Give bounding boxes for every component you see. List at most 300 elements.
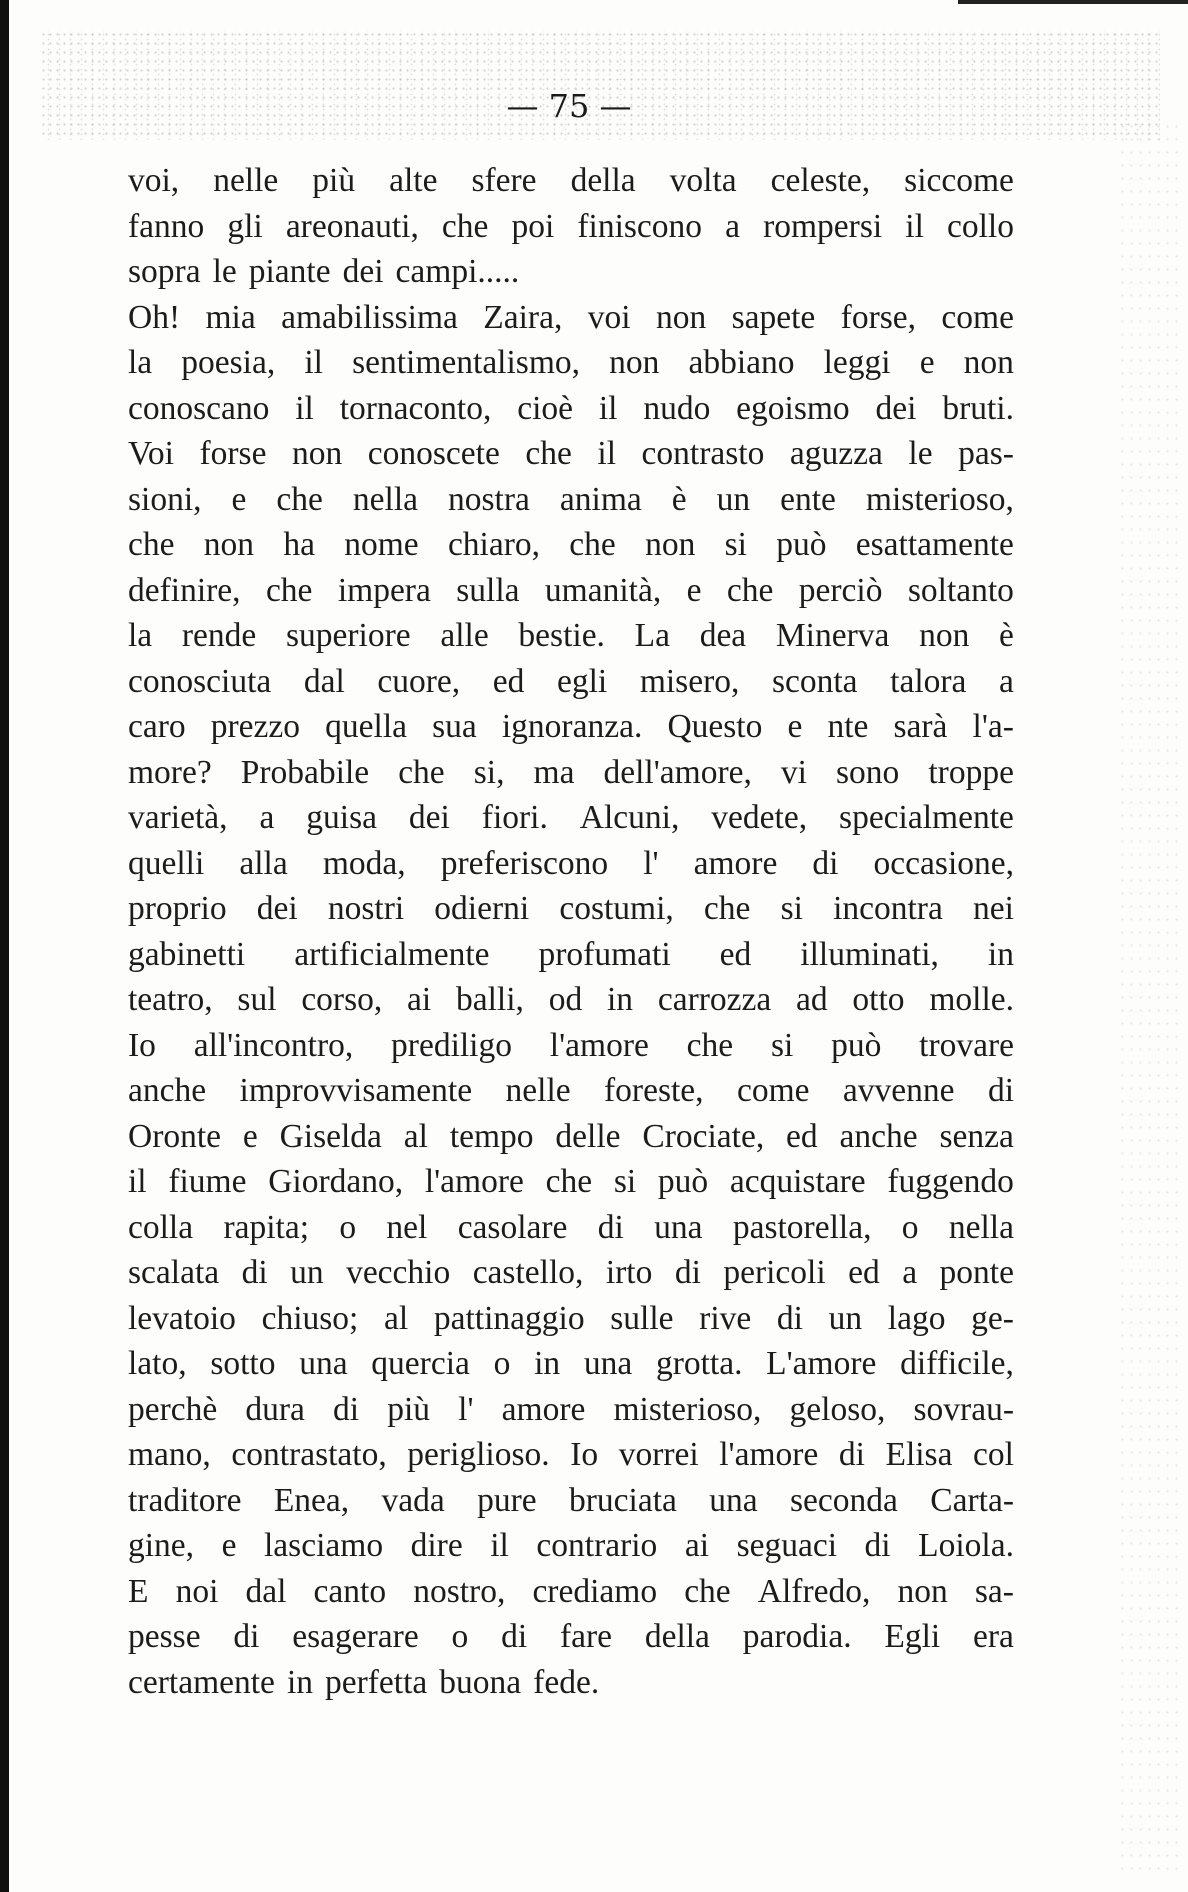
word: sulle — [610, 1299, 674, 1337]
word: corso, — [301, 981, 383, 1018]
word: il — [597, 435, 617, 472]
word: misterioso, — [613, 1390, 762, 1428]
word: bruciata — [569, 1481, 677, 1519]
word: che — [684, 1572, 731, 1610]
word: lago — [887, 1299, 946, 1337]
word: crediamo — [532, 1572, 658, 1610]
word: buona — [439, 1663, 522, 1701]
word: nei — [972, 890, 1014, 927]
word: che — [128, 526, 175, 563]
word: della — [570, 162, 636, 199]
word: può — [776, 526, 827, 563]
word: sentimentalismo, — [352, 344, 581, 381]
word: anima — [559, 480, 642, 518]
text-line — [128, 932, 1014, 978]
word: ed — [719, 935, 752, 973]
word: che — [398, 753, 445, 791]
word: un — [716, 480, 751, 518]
word: molle. — [929, 981, 1014, 1018]
word: della — [644, 1618, 710, 1655]
word: è — [999, 617, 1014, 654]
word: più — [312, 162, 356, 199]
word: varietà, — [128, 799, 228, 836]
word: nome — [344, 526, 419, 563]
word: Questo — [667, 708, 763, 745]
word: Egli — [884, 1618, 941, 1655]
word: voi — [587, 298, 631, 336]
word: che — [525, 435, 572, 472]
word: nella — [352, 480, 419, 518]
word: Minerva — [775, 617, 890, 654]
word: od — [548, 981, 583, 1018]
word: carrozza — [657, 981, 772, 1018]
word: nudo — [643, 389, 711, 427]
word: il — [905, 207, 924, 245]
text-line — [128, 1478, 1014, 1524]
word: lato, — [128, 1345, 187, 1382]
word: a — [259, 799, 275, 836]
word: di — [864, 1527, 891, 1564]
word: pas- — [958, 435, 1014, 472]
word: geloso, — [789, 1390, 886, 1428]
word: che — [726, 571, 774, 609]
word: sopra — [128, 253, 201, 290]
word: artificialmente — [294, 935, 490, 973]
word: senza — [939, 1117, 1014, 1155]
text-line — [128, 340, 1014, 386]
word: dea — [699, 617, 747, 654]
word: il — [128, 1163, 147, 1200]
word: Crociate, — [642, 1117, 765, 1155]
word: parodia. — [742, 1618, 852, 1655]
word: alle — [440, 617, 489, 654]
word: conoscano — [128, 389, 270, 427]
word: contrastato, — [231, 1436, 387, 1473]
word: nostri — [327, 890, 405, 927]
word: un — [290, 1254, 324, 1291]
word: poi — [511, 207, 555, 245]
word: quella — [325, 708, 407, 745]
word: ai — [684, 1527, 710, 1564]
word: perciò — [798, 571, 883, 609]
word: ed — [848, 1254, 880, 1291]
word: misterioso, — [865, 480, 1014, 518]
word: che — [441, 207, 489, 245]
word: sulla — [456, 571, 520, 609]
word: o — [451, 1618, 469, 1655]
word: impera — [337, 571, 431, 609]
word: aguzza — [789, 435, 883, 472]
word: un — [828, 1299, 863, 1337]
word: la — [128, 617, 153, 654]
word: gli — [227, 207, 263, 245]
word: superiore — [286, 617, 411, 654]
word: prediligo — [391, 1026, 512, 1064]
word: di — [812, 844, 839, 882]
word: sfere — [471, 162, 537, 199]
text-line — [128, 522, 1014, 568]
word: voi, — [128, 162, 180, 199]
word: contrasto — [641, 435, 765, 472]
word: ad — [796, 981, 828, 1018]
word: profumati — [538, 935, 671, 973]
word: e — [221, 1527, 237, 1564]
word: esattamente — [855, 526, 1014, 563]
word: che — [545, 1163, 593, 1200]
word: più — [387, 1390, 431, 1428]
word: l'amore — [424, 1163, 524, 1200]
word: anche — [839, 1117, 918, 1155]
word: fuggendo — [887, 1163, 1014, 1200]
word: il — [490, 1527, 509, 1564]
word: alte — [389, 162, 438, 199]
text-line — [128, 1387, 1014, 1433]
text-line — [128, 1296, 1014, 1342]
word: non — [655, 298, 707, 336]
word: di — [838, 1436, 865, 1473]
word: rive — [699, 1299, 752, 1337]
word: e — [231, 480, 247, 518]
word: rende — [181, 617, 257, 654]
word: periglioso. — [407, 1436, 550, 1473]
word: o — [339, 1208, 357, 1246]
word: pattinaggio — [433, 1299, 585, 1337]
word: quercia — [371, 1345, 470, 1382]
word: al — [403, 1117, 428, 1155]
word: egoismo — [736, 389, 850, 427]
word: si — [770, 1026, 794, 1064]
word: sconta — [771, 662, 858, 700]
word: nte — [827, 708, 869, 745]
word: il — [295, 389, 314, 427]
word: Oronte — [128, 1117, 222, 1155]
word: esagerare — [292, 1618, 419, 1655]
word: Alfredo, — [757, 1572, 871, 1610]
word: sovrau- — [913, 1390, 1014, 1428]
word: sarà — [893, 708, 948, 745]
word: foreste, — [604, 1072, 704, 1109]
word: come — [736, 1072, 810, 1109]
word: ed — [786, 1117, 818, 1155]
word: finiscono — [577, 207, 703, 245]
word: può — [657, 1163, 709, 1200]
word: dei — [342, 253, 384, 290]
word: difficile, — [900, 1345, 1014, 1382]
word: perchè — [128, 1390, 218, 1428]
text-line — [128, 1159, 1014, 1205]
word: pure — [477, 1481, 537, 1519]
word: in — [987, 935, 1014, 973]
word: illuminati, — [800, 935, 939, 973]
word: che — [686, 1026, 734, 1064]
word: caro — [128, 708, 186, 745]
word: L'amore — [766, 1345, 877, 1382]
word: troppe — [928, 753, 1014, 791]
word: non — [919, 617, 970, 654]
word: certamente — [128, 1663, 275, 1701]
word: ai — [407, 981, 432, 1018]
word: abbiano — [688, 344, 795, 381]
word: cuore, — [377, 662, 461, 700]
word: si, — [473, 753, 505, 791]
text-line — [128, 1614, 1014, 1660]
word: chiuso; — [261, 1299, 359, 1337]
word: l'amore — [719, 1436, 819, 1473]
word: dei — [256, 890, 298, 927]
word: misero, — [639, 662, 740, 700]
word: teatro, — [128, 981, 213, 1018]
word: seconda — [790, 1481, 898, 1519]
word: che — [276, 480, 323, 518]
text-line — [128, 295, 1014, 341]
word: Elisa — [885, 1436, 953, 1473]
word: vi — [780, 753, 807, 791]
word: occasione, — [873, 844, 1014, 882]
word: colla — [128, 1208, 194, 1246]
text-line — [128, 977, 1014, 1023]
word: dal — [303, 662, 345, 700]
word: tempo — [449, 1117, 534, 1155]
word: o — [901, 1208, 919, 1246]
word: amabilissima — [281, 298, 458, 336]
word: a — [999, 662, 1014, 700]
word: l' — [458, 1390, 474, 1428]
word: preferiscono — [440, 844, 609, 882]
text-line — [128, 886, 1014, 932]
word: Giordano, — [268, 1163, 404, 1200]
word: prezzo — [210, 708, 301, 745]
text-line — [128, 204, 1014, 250]
text-line — [128, 249, 1014, 295]
word: sono — [836, 753, 900, 791]
text-line — [128, 1569, 1014, 1615]
binding-edge — [0, 0, 9, 1892]
word: dire — [410, 1527, 463, 1564]
word: nel — [386, 1208, 428, 1246]
word: delle — [555, 1117, 621, 1155]
word: rapita; — [223, 1208, 310, 1246]
text-line — [128, 704, 1014, 750]
word: otto — [852, 981, 905, 1018]
text-line — [128, 795, 1014, 841]
word: tornaconto, — [339, 389, 492, 427]
word: noi — [175, 1572, 219, 1610]
text-line — [128, 1068, 1014, 1114]
word: gine, — [128, 1527, 195, 1564]
word: ha — [283, 526, 315, 563]
word: di — [241, 1254, 268, 1291]
word: moda, — [322, 844, 406, 882]
word: seguaci — [736, 1527, 838, 1564]
word: che — [703, 890, 751, 927]
word: non — [609, 344, 660, 381]
word: ignoranza. — [501, 708, 643, 745]
text-line — [128, 1023, 1014, 1069]
word: si — [724, 526, 747, 563]
word: improvvisamente — [239, 1072, 473, 1109]
word: cioè — [517, 389, 573, 427]
word: campi..... — [395, 253, 520, 290]
edge-speckle — [1118, 120, 1178, 1870]
page-number: — 75 — — [506, 87, 632, 125]
word: talora — [890, 662, 967, 700]
word: egli — [556, 662, 608, 700]
word: non — [645, 526, 696, 563]
word: acquistare — [729, 1163, 866, 1200]
word: fiori. — [481, 799, 548, 836]
word: non — [897, 1572, 948, 1610]
word: nelle — [505, 1072, 571, 1109]
word: trovare — [919, 1026, 1014, 1064]
word: col — [973, 1436, 1014, 1473]
word: nelle — [213, 162, 279, 199]
word: l'amore — [549, 1026, 649, 1064]
word: nostro, — [413, 1572, 506, 1610]
word: vorrei — [618, 1436, 699, 1473]
word: canto — [313, 1572, 387, 1610]
word: di — [674, 1254, 701, 1291]
word: a — [902, 1254, 918, 1291]
word: amore — [693, 844, 778, 882]
word: l'a- — [972, 708, 1014, 745]
word: levatoio — [128, 1299, 236, 1337]
word: Carta- — [930, 1481, 1014, 1519]
word: ente — [780, 480, 836, 518]
text-line — [128, 158, 1014, 204]
word: dal — [245, 1572, 287, 1610]
word: di — [233, 1618, 260, 1655]
word: ponte — [939, 1254, 1014, 1291]
word: perfetta — [325, 1663, 428, 1701]
word: sa- — [974, 1572, 1014, 1610]
word: sioni, — [128, 480, 202, 518]
word: è — [671, 480, 687, 518]
word: e — [919, 344, 935, 381]
word: fare — [559, 1618, 613, 1655]
word: fiume — [168, 1163, 247, 1200]
word: nella — [948, 1208, 1014, 1246]
word: volta — [669, 162, 737, 199]
word: in — [606, 981, 634, 1018]
word: pericoli — [723, 1254, 826, 1291]
word: Zaira, — [483, 298, 563, 336]
word: Oh! — [128, 298, 181, 336]
text-line — [128, 750, 1014, 796]
word: rompersi — [763, 207, 883, 245]
word: non — [963, 344, 1014, 381]
word: il — [598, 389, 618, 427]
word: mia — [205, 298, 256, 336]
word: la — [128, 344, 153, 381]
word: forse — [199, 435, 267, 472]
text-line — [128, 1205, 1014, 1251]
word: vada — [381, 1481, 445, 1519]
word: l' — [643, 844, 659, 882]
word: celeste, — [770, 162, 871, 199]
word: balli, — [456, 981, 524, 1018]
word: fede. — [533, 1663, 600, 1701]
word: di — [776, 1299, 803, 1337]
word: Io — [570, 1436, 599, 1473]
word: soltanto — [907, 571, 1014, 609]
word: e — [686, 571, 702, 609]
word: e — [787, 708, 803, 745]
word: le — [212, 253, 237, 290]
word: lasciamo — [264, 1527, 384, 1564]
text-line — [128, 841, 1014, 887]
word: scalata — [128, 1254, 220, 1291]
word: bruti. — [942, 389, 1014, 427]
word: dei — [875, 389, 917, 427]
word: conosciuta — [128, 662, 272, 700]
word: Enea, — [273, 1481, 350, 1519]
word: mano, — [128, 1436, 211, 1473]
text-line — [128, 1114, 1014, 1160]
word: dei — [408, 799, 450, 836]
word: Probabile — [240, 753, 370, 791]
text-line — [128, 386, 1014, 432]
word: Voi — [128, 435, 174, 472]
word: non — [203, 526, 255, 563]
word: dura — [245, 1390, 305, 1428]
word: amore — [501, 1390, 586, 1428]
text-line — [128, 568, 1014, 614]
word: bestie. — [518, 617, 605, 654]
word: siccome — [904, 162, 1014, 199]
word: costumi, — [559, 890, 674, 927]
word: specialmente — [839, 799, 1014, 836]
word: ge- — [971, 1299, 1014, 1337]
word: sul — [237, 981, 277, 1018]
text-line — [128, 1250, 1014, 1296]
word: al — [384, 1299, 409, 1337]
word: all'incontro, — [193, 1026, 354, 1064]
word: una — [709, 1481, 758, 1519]
word: di — [501, 1618, 528, 1655]
word: castello, — [472, 1254, 584, 1291]
word: anche — [128, 1072, 207, 1109]
word: di — [987, 1072, 1014, 1109]
word: vecchio — [346, 1254, 451, 1291]
word: ed — [492, 662, 525, 700]
word: leggi — [823, 344, 891, 381]
word: una — [654, 1208, 703, 1246]
word: pastorella, — [732, 1208, 872, 1246]
word: che — [569, 526, 616, 563]
word: dell'amore, — [603, 753, 752, 791]
word: guisa — [306, 799, 377, 836]
word: in — [534, 1345, 561, 1382]
word: era — [973, 1618, 1014, 1655]
word: nostra — [448, 480, 530, 518]
word: e — [242, 1117, 258, 1155]
word: irto — [605, 1254, 653, 1291]
word: come — [941, 298, 1014, 336]
word: traditore — [128, 1481, 242, 1519]
scan-artifact-rule — [958, 0, 1188, 4]
word: conoscete — [367, 435, 500, 472]
word: proprio — [128, 890, 227, 927]
word: areonauti, — [285, 207, 419, 245]
word: Alcuni, — [579, 799, 680, 836]
word: una — [583, 1345, 633, 1382]
word: in — [286, 1663, 313, 1701]
word: sua — [432, 708, 477, 745]
word: ma — [533, 753, 575, 791]
word: non — [291, 435, 343, 472]
word: vedete, — [711, 799, 808, 836]
word: gabinetti — [128, 935, 246, 973]
